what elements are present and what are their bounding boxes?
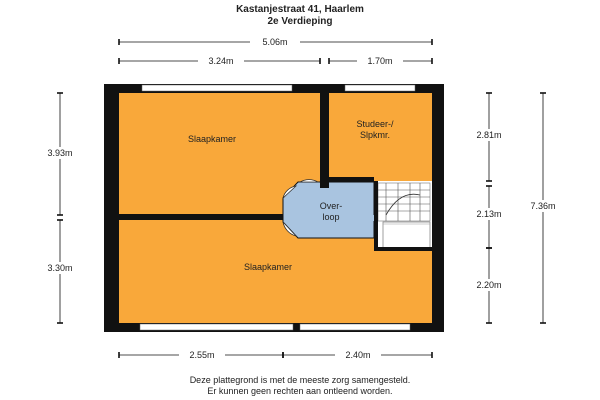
dim-right-lower-height: 2.20m: [476, 280, 502, 290]
label-bedroom-bottom: Slaapkamer: [243, 262, 293, 272]
dim-right-middle-height: 2.13m: [476, 209, 502, 219]
label-bedroom-top: Slaapkamer: [187, 134, 237, 144]
label-study-line1: Studeer-/: [356, 119, 394, 129]
dim-right-upper-height: 2.81m: [476, 130, 502, 140]
dim-left-upper-height: 3.93m: [47, 148, 73, 158]
wall-stair-bottom: [374, 247, 432, 251]
label-landing-line2: loop: [322, 212, 340, 222]
disclaimer-line-1: Deze plattegrond is met de meeste zorg samengesteld.: [189, 375, 411, 385]
floor-title: 2e Verdieping: [267, 16, 333, 27]
wall-vertical-left: [320, 93, 329, 188]
dim-bottom-left-width: 2.55m: [189, 350, 215, 360]
wall-horizontal-main: [119, 214, 283, 220]
dim-total-height: 7.36m: [530, 201, 556, 211]
wall-stair-left: [374, 181, 378, 251]
dim-top-left-width: 3.24m: [208, 56, 234, 66]
wall-horizontal-study: [329, 177, 374, 182]
dim-bottom-right-width: 2.40m: [345, 350, 371, 360]
dim-total-width: 5.06m: [262, 37, 288, 47]
label-landing-line1: Over-: [319, 201, 343, 211]
address-title: Kastanjestraat 41, Haarlem: [236, 4, 364, 15]
label-study-line2: Slpkmr.: [359, 130, 391, 140]
staircase: [378, 183, 430, 221]
disclaimer-line-2: Er kunnen geen rechten aan ontleend worden.: [207, 386, 393, 396]
dim-top-right-width: 1.70m: [367, 56, 393, 66]
dim-left-lower-height: 3.30m: [47, 263, 73, 273]
storage-cabinet: [383, 222, 430, 248]
